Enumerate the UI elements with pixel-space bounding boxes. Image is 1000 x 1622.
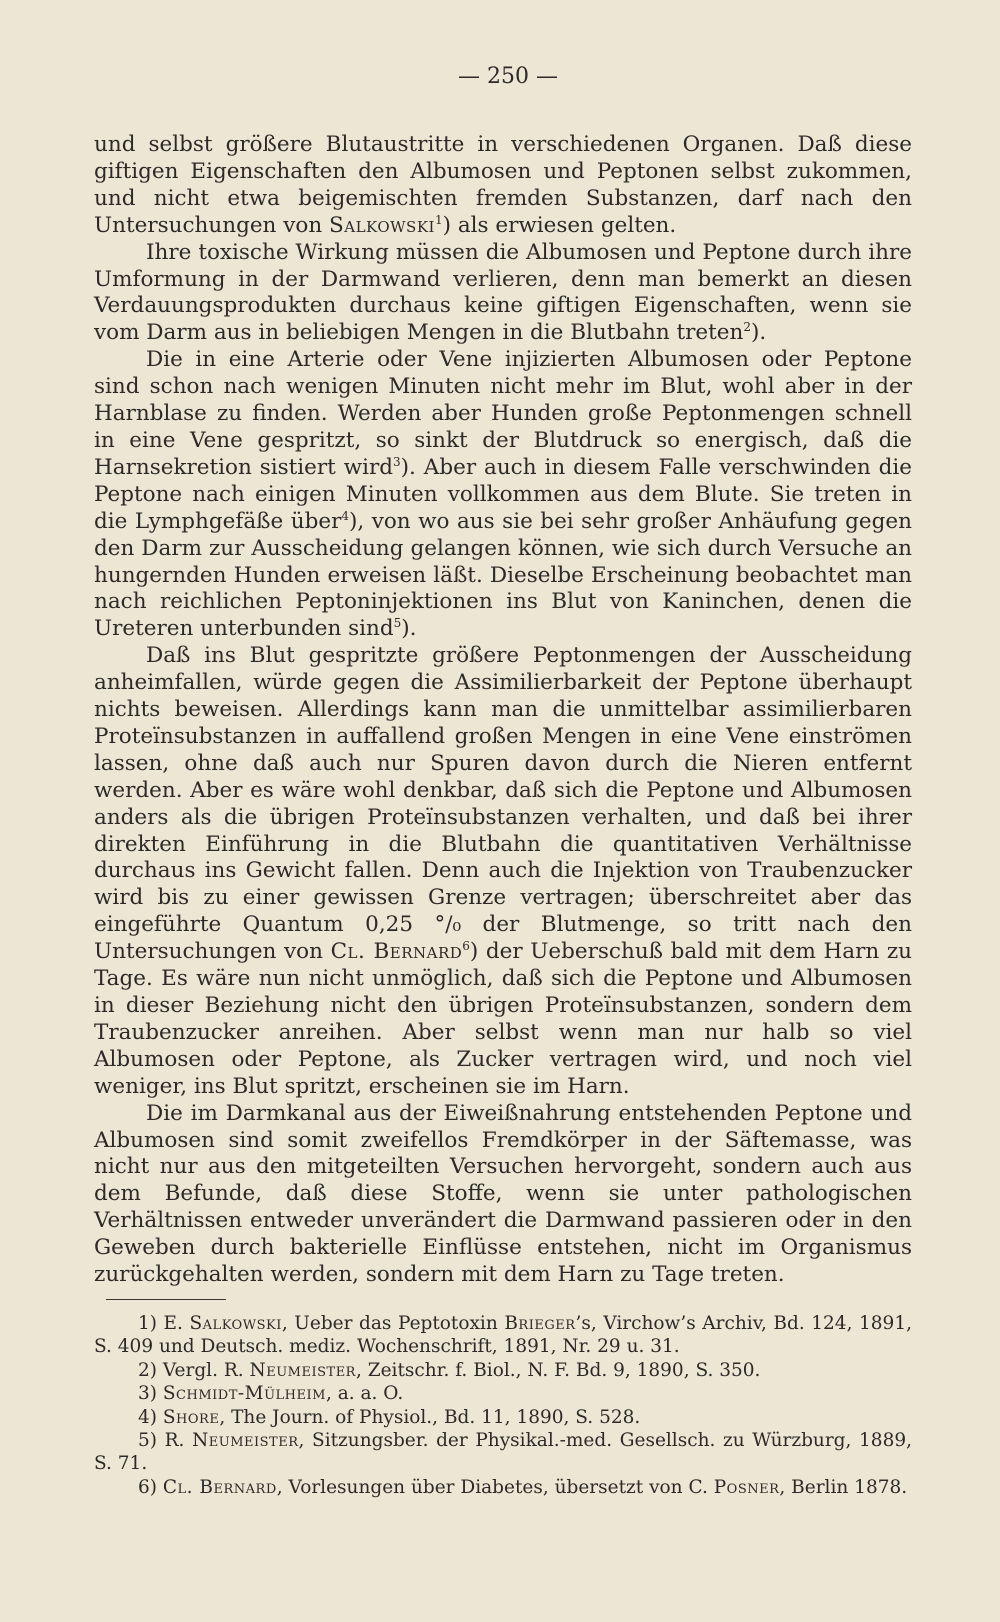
footnote-marker: 2 xyxy=(743,320,751,335)
footnote xyxy=(94,1476,912,1499)
footnote-marker: 3 xyxy=(393,454,401,469)
text-run: und selbst größere Blutaustritte in verschiedenen Organen. Daß diese giftigen Eigenschaften den Albumosen und Peptonen selbst zukommen, und nicht etwa beigemischten fremden Substanzen, darf nach den Untersuchungen von xyxy=(94,132,912,238)
text-run: ) als erwiesen gelten. xyxy=(442,212,677,238)
text-run: 3) xyxy=(138,1383,163,1405)
text-run: Die in eine Arterie oder Vene injizierten Albumosen oder Peptone sind schon nach wenigen Minuten nicht mehr im Blut, wohl aber in der Harnblase zu finden. Werden aber Hunden große Peptonmengen schnell in eine Vene gespritzt, so sinkt der Blutdruck so energisch, daß die Harnsekretion sistiert wird xyxy=(94,347,912,480)
author-name: Schmidt-Mülheim xyxy=(162,1383,326,1405)
text-run: Ihre toxische Wirkung müssen die Albumosen und Peptone durch ihre Umformung in der Darmwand verlieren, denn man bemerkt an diesen Verdauungsprodukten durchaus keine giftigen Eigenschaften, wenn sie vom Darm aus in beliebigen Mengen in die Blutbahn treten xyxy=(94,239,912,346)
text-run: Daß ins Blut gespritzte größere Peptonmengen der Ausscheidung anheimfallen, würde gegen die Assimilierbarkeit der Peptone überhaupt nichts beweisen. Allerdings kann man die unmittelbar assimilierbaren Proteïnsubstanzen in auffallend großen Mengen in eine Vene einströmen lassen, ohne daß auch nur Spuren davon durch die Nieren entfernt werden. Aber es wäre wohl denkbar, daß sich die Peptone und Albumosen anders als die übrigen Proteïnsubstanzen verhalten, und daß bei ihrer direkten Einführung in die Blutbahn die quantitativen Verhältnisse durchaus ins Gewicht fallen. Denn auch die Injektion von Traubenzucker wird bis zu einer gewissen Grenze vertragen; überschreitet aber das eingeführte Quantum 0,25 °/₀ der Blutmenge, so tritt nach den Untersuchungen von xyxy=(94,643,912,965)
footnote xyxy=(94,1382,912,1405)
author-name: Cl. Bernard xyxy=(330,939,463,965)
paragraph xyxy=(94,240,912,348)
footnote xyxy=(94,1312,912,1359)
text-run: 1) E. xyxy=(138,1312,190,1334)
footnote-marker: 6 xyxy=(462,939,470,954)
paragraph xyxy=(94,1101,912,1289)
author-name: Brieger xyxy=(504,1312,576,1334)
footnote-marker: 5 xyxy=(393,616,402,631)
footnote xyxy=(94,1406,912,1429)
text-run: 4) xyxy=(138,1406,163,1428)
footnote xyxy=(94,1359,912,1382)
author-name: Salkowski xyxy=(189,1312,282,1334)
paragraph xyxy=(94,347,912,643)
text-run: , a. a. O. xyxy=(325,1383,404,1405)
text-run: , Zeitschr. f. Biol., N. F. Bd. 9, 1890, S. 350. xyxy=(355,1359,761,1381)
text-run: , Vorlesungen über Diabetes, übersetzt von C. xyxy=(276,1476,714,1498)
text-run: ) der Ueberschuß bald mit dem Harn zu Tage. Es wäre nun nicht unmöglich, daß sich die Peptone und Albumosen in dieser Beziehung nicht den übrigen Proteïnsubstanzen, sondern dem Traubenzucker anreihen. Aber selbst wenn man nur halb so viel Albumosen oder Peptone, als Zucker vertragen wird, und noch viel weniger, ins Blut spritzt, erscheinen sie im Harn. xyxy=(94,939,912,1099)
footnote xyxy=(94,1429,912,1476)
author-name: Cl. Bernard xyxy=(162,1476,277,1498)
author-name: Salkowski xyxy=(329,212,435,238)
text-run: ). Aber auch in diesem Falle verschwinden die Peptone nach einigen Minuten vollkommen aus dem Blute. Sie treten in die Lymphgefäße über xyxy=(94,454,912,534)
text-run: , The Journ. of Physiol., Bd. 11, 1890, S. 528. xyxy=(219,1406,641,1428)
text-run: , Ueber das Peptotoxin xyxy=(281,1312,505,1334)
text-run: ’s, Virchow’s Archiv, Bd. 124, 1891, S. 409 und Deutsch. mediz. Wochenschrift, 1891, Nr. 29 u. 31. xyxy=(94,1312,912,1358)
page-number: — 250 — xyxy=(458,64,558,89)
author-name: Shore xyxy=(162,1406,220,1428)
paragraph xyxy=(94,643,912,1100)
footnotes xyxy=(94,1312,912,1499)
text-run: ), von wo aus sie bei sehr großer Anhäufung gegen den Darm zur Ausscheidung gelangen können, wie sich durch Versuche an hungernden Hunden erweisen läßt. Dieselbe Erscheinung beobachtet man nach reichlichen Peptoninjektionen ins Blut von Kaninchen, denen die Ureteren unterbunden sind xyxy=(94,508,912,642)
text-run: ). xyxy=(751,320,767,346)
text-run: 5) R. xyxy=(138,1430,193,1451)
paragraph xyxy=(94,132,912,240)
author-name: Neumeister xyxy=(192,1430,299,1451)
footnote-marker: 4 xyxy=(341,508,349,523)
text-run: , Sitzungsber. der Physikal.-med. Gesellsch. zu Würzburg, 1889, S. 71. xyxy=(94,1430,912,1475)
text-run: Die im Darmkanal aus der Eiweißnahrung entstehenden Peptone und Albumosen sind somit zweifellos Fremdkörper in der Säftemasse, was nicht nur aus den mitgeteilten Versuchen hervorgeht, sondern auch aus dem Befunde, daß diese Stoffe, wenn sie unter pathologischen Verhältnissen entweder unverändert die Darmwand passieren oder in den Geweben durch bakterielle Einflüsse entstehen, nicht im Organismus zurückgehalten werden, sondern mit dem Harn zu Tage treten. xyxy=(94,1100,912,1288)
text-run: 2) Vergl. R. xyxy=(138,1359,250,1381)
text-run: 6) xyxy=(138,1476,163,1498)
text-run: ). xyxy=(401,616,417,642)
main-text xyxy=(94,132,912,1289)
footnote-divider xyxy=(106,1299,226,1300)
author-name: Neumeister xyxy=(249,1359,356,1381)
footnote-marker: 1 xyxy=(434,212,443,227)
text-run: , Berlin 1878. xyxy=(779,1476,908,1498)
author-name: Posner xyxy=(713,1476,780,1498)
